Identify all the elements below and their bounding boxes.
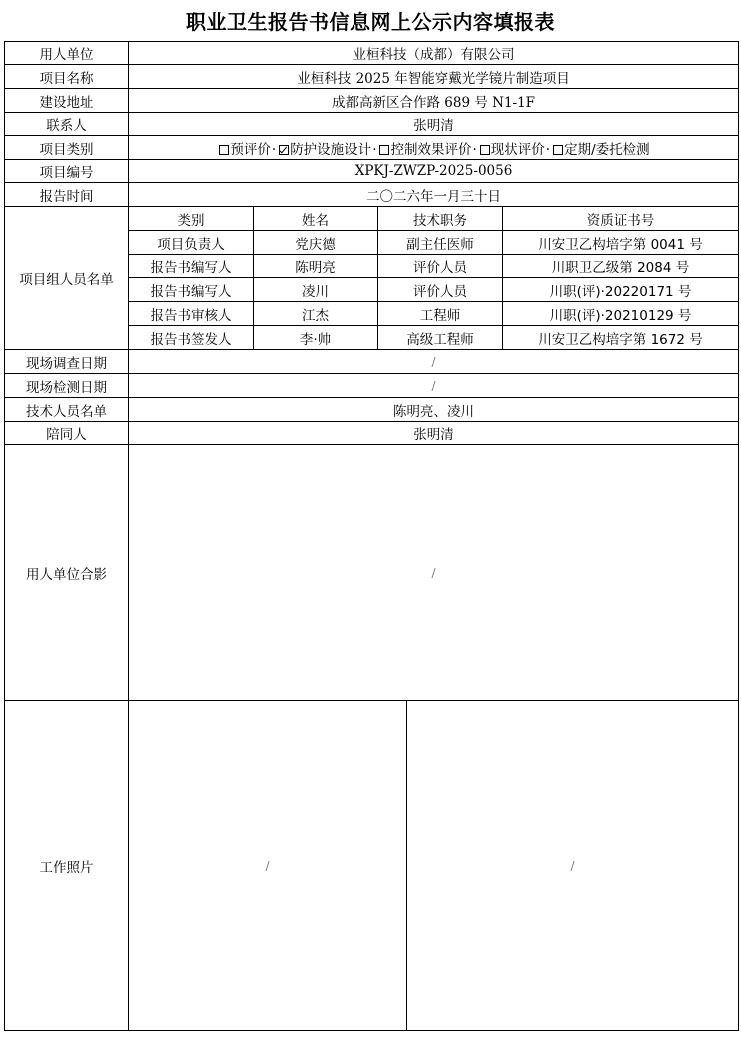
project-no-label: 项目编号 [5,160,129,183]
checkbox-protection-design[interactable] [279,145,289,155]
technicians-value: 陈明亮、凌川 [129,398,739,422]
report-date-value: 二〇二六年一月三十日 [129,183,739,207]
row-group-photo [5,445,739,701]
address-value: 成都高新区合作路 689 号 N1-1F [129,89,739,113]
technicians-label: 技术人员名单 [5,398,129,422]
team-cell-title: 工程师 [378,302,503,326]
project-name-label: 项目名称 [5,65,129,89]
contact-label: 联系人 [5,113,129,136]
detect-date-value: / [129,374,739,398]
address-label: 建设地址 [5,89,129,113]
team-label: 项目组人员名单 [5,207,129,350]
team-header-row [5,207,739,231]
team-cell-role: 报告书审核人 [129,302,254,326]
team-header-category: 类别 [129,207,254,231]
team-cell-cert: 川职(评)·20220171 号 [503,278,739,302]
team-cell-name: 李·帅 [254,326,378,350]
page-title: 职业卫生报告书信息网上公示内容填报表 [186,10,555,34]
row-survey-date [5,350,739,374]
option-pre-eval: 预评价 [230,141,271,158]
option-protection-design: 防护设施设计 [290,141,372,158]
option-status-eval: 现状评价 [490,141,545,158]
row-report-date [5,183,739,207]
option-separator: · [472,141,477,158]
option-separator: · [271,141,277,158]
option-periodic-detection: 定期/委托检测 [564,141,650,158]
team-cell-name: 陈明亮 [254,255,378,278]
team-cell-cert: 川安卫乙构培字第 0041 号 [503,231,739,255]
work-photos-label: 工作照片 [5,701,129,1031]
row-category [5,136,739,160]
team-cell-cert: 川职(评)·20210129 号 [503,302,739,326]
team-cell-title: 高级工程师 [378,326,503,350]
disclosure-form-table [4,41,739,1031]
row-technicians [5,398,739,422]
group-photo-placeholder: / [129,445,739,701]
team-cell-name: 党庆德 [254,231,378,255]
group-photo-label: 用人单位合影 [5,445,129,701]
team-header-title: 技术职务 [378,207,503,231]
row-project-name [5,65,739,89]
row-contact [5,113,739,136]
team-cell-title: 评价人员 [378,255,503,278]
survey-date-value: / [129,350,739,374]
checkbox-status-eval[interactable] [480,145,490,155]
team-cell-role: 报告书编写人 [129,255,254,278]
team-cell-cert: 川安卫乙构培字第 1672 号 [503,326,739,350]
companion-label: 陪同人 [5,422,129,445]
project-name-value: 业桓科技 2025 年智能穿戴光学镜片制造项目 [129,65,739,89]
option-separator: · [372,141,377,158]
row-companion [5,422,739,445]
checkbox-control-effect[interactable] [379,145,389,155]
team-cell-role: 项目负责人 [129,231,254,255]
team-header-name: 姓名 [254,207,378,231]
survey-date-label: 现场调查日期 [5,350,129,374]
option-control-effect: 控制效果评价 [390,141,472,158]
category-options [129,136,739,160]
detect-date-label: 现场检测日期 [5,374,129,398]
team-cell-title: 副主任医师 [378,231,503,255]
work-photo-left-placeholder: / [129,701,407,1031]
team-header-cert: 资质证书号 [503,207,739,231]
row-address [5,89,739,113]
team-cell-name: 江杰 [254,302,378,326]
row-work-photos [5,701,739,1031]
contact-value: 张明清 [129,113,739,136]
companion-value: 张明清 [129,422,739,445]
option-separator: · [545,141,551,158]
work-photo-right-placeholder: / [407,701,739,1031]
employer-label: 用人单位 [5,42,129,65]
row-employer [5,42,739,65]
report-date-label: 报告时间 [5,183,129,207]
employer-value: 业桓科技（成都）有限公司 [129,42,739,65]
checkbox-periodic-detection[interactable] [553,145,563,155]
row-detect-date [5,374,739,398]
team-cell-title: 评价人员 [378,278,503,302]
team-cell-cert: 川职卫乙级第 2084 号 [503,255,739,278]
checkbox-pre-eval[interactable] [219,145,229,155]
team-cell-role: 报告书签发人 [129,326,254,350]
project-no-value: XPKJ-ZWZP-2025-0056 [129,160,739,183]
category-label: 项目类别 [5,136,129,160]
row-project-no [5,160,739,183]
team-cell-name: 凌川 [254,278,378,302]
team-cell-role: 报告书编写人 [129,278,254,302]
